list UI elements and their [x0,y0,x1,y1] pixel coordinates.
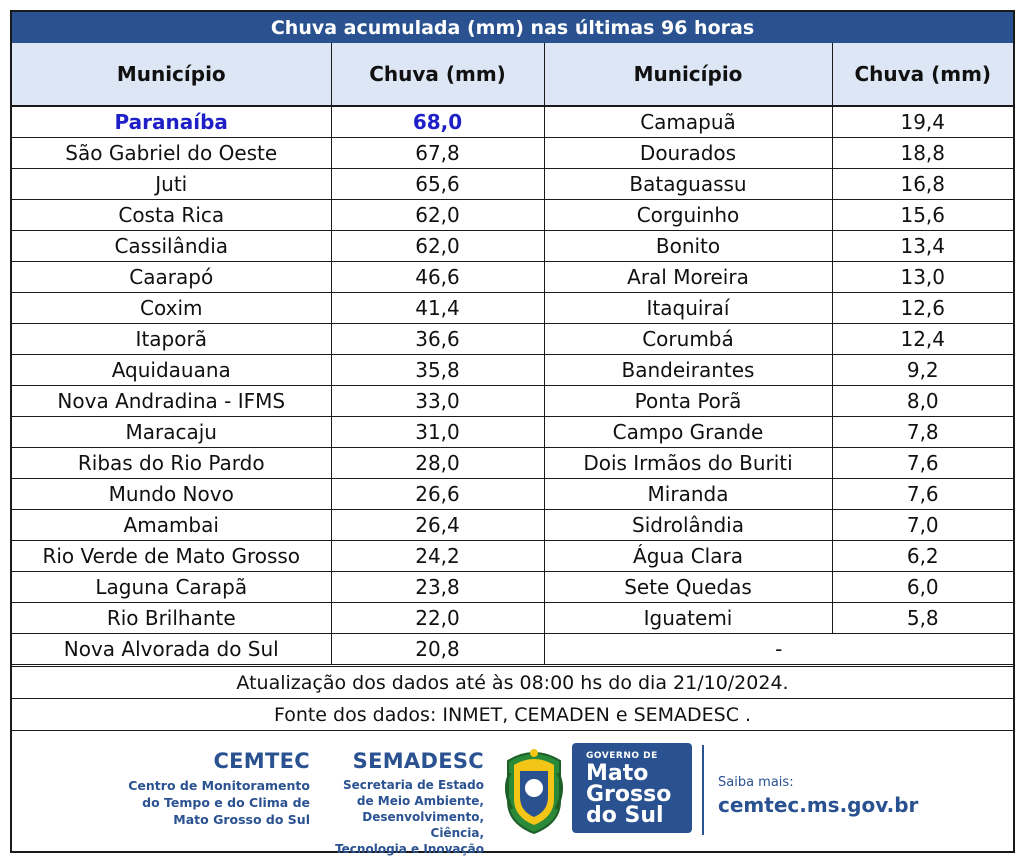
municipio-left-cell: Costa Rica [12,200,331,231]
chuva-right-cell: 12,6 [832,293,1013,324]
municipio-right-cell: Aral Moreira [544,262,832,293]
chuva-left-cell: 31,0 [331,417,544,448]
table-row [12,448,1013,479]
table-row [12,572,1013,603]
municipio-left-cell: São Gabriel do Oeste [12,138,331,169]
municipio-right-cell: Campo Grande [544,417,832,448]
table-row [12,355,1013,386]
municipio-right-cell: Ponta Porã [544,386,832,417]
chuva-left-cell: 68,0 [331,106,544,138]
chuva-left-cell: 46,6 [331,262,544,293]
chuva-left-cell: 24,2 [331,541,544,572]
chuva-right-cell: 9,2 [832,355,1013,386]
semadesc-full-name: Secretaria de Estado de Meio Ambiente, Desenvolvimento, Ciência, Tecnologia e Inovação [335,778,484,856]
municipio-right-cell: Camapuã [544,106,832,138]
table-row [12,479,1013,510]
chuva-left-cell: 22,0 [331,603,544,634]
header-chuva-2: Chuva (mm) [832,43,1013,106]
municipio-left-cell: Ribas do Rio Pardo [12,448,331,479]
chuva-left-cell: 20,8 [331,634,544,665]
chuva-right-cell: 7,6 [832,479,1013,510]
update-note: Atualização dos dados até às 08:00 hs do dia 21/10/2024. [12,666,1013,698]
municipio-right-cell: Corumbá [544,324,832,355]
table-row [12,541,1013,572]
logo-divider [702,745,704,835]
table-row [12,417,1013,448]
chuva-right-cell: 19,4 [832,106,1013,138]
municipio-right-cell: Dourados [544,138,832,169]
chuva-left-cell: 62,0 [331,200,544,231]
header-municipio-2: Município [544,43,832,106]
municipio-left-cell: Aquidauana [12,355,331,386]
municipio-right-cell: Bataguassu [544,169,832,200]
municipio-left-cell: Rio Verde de Mato Grosso [12,541,331,572]
table-row [12,200,1013,231]
header-row [12,43,1013,106]
chuva-right-cell: 5,8 [832,603,1013,634]
table-row [12,169,1013,200]
municipio-right-cell: Dois Irmãos do Buriti [544,448,832,479]
source-note: Fonte dos dados: INMET, CEMADEN e SEMADESC . [12,698,1013,730]
table-row [12,138,1013,169]
chuva-right-cell: 7,6 [832,448,1013,479]
municipio-left-cell: Itaporã [12,324,331,355]
table-row [12,231,1013,262]
chuva-left-cell: 62,0 [331,231,544,262]
chuva-left-cell: 28,0 [331,448,544,479]
header-municipio-1: Município [12,43,331,106]
table-row [12,510,1013,541]
chuva-right-cell: 12,4 [832,324,1013,355]
chuva-left-cell: 33,0 [331,386,544,417]
table-row [12,386,1013,417]
table-row [12,603,1013,634]
empty-right-cell: - [544,634,1013,665]
header-chuva-1: Chuva (mm) [331,43,544,106]
chuva-right-cell: 6,2 [832,541,1013,572]
chuva-right-cell: 15,6 [832,200,1013,231]
chuva-right-cell: 16,8 [832,169,1013,200]
chuva-right-cell: 7,8 [832,417,1013,448]
chuva-left-cell: 41,4 [331,293,544,324]
municipio-right-cell: Itaquiraí [544,293,832,324]
cemtec-abbr: CEMTEC [213,749,310,773]
chuva-left-cell: 35,8 [331,355,544,386]
municipio-right-cell: Iguatemi [544,603,832,634]
table-row [12,634,1013,665]
municipio-left-cell: Amambai [12,510,331,541]
municipio-left-cell: Cassilândia [12,231,331,262]
chuva-left-cell: 67,8 [331,138,544,169]
saiba-mais-label: Saiba mais: [718,775,794,790]
semadesc-logo [312,749,484,857]
rain-table-frame [10,10,1015,856]
chuva-right-cell: 13,0 [832,262,1013,293]
table-body [12,106,1013,665]
logo-band [12,730,1013,856]
municipio-right-cell: Bandeirantes [544,355,832,386]
table-row [12,106,1013,138]
semadesc-abbr: SEMADESC [352,749,484,773]
municipio-left-cell: Paranaíba [12,106,331,138]
gov-small-text: GOVERNO DE [586,751,658,761]
municipio-left-cell: Rio Brilhante [12,603,331,634]
cemtec-site-link[interactable]: cemtec.ms.gov.br [718,793,919,817]
gov-big-text: Mato Grosso do Sul [586,761,672,828]
municipio-left-cell: Mundo Novo [12,479,331,510]
municipio-left-cell: Nova Alvorada do Sul [12,634,331,665]
municipio-right-cell: Água Clara [544,541,832,572]
cemtec-full-name: Centro de Monitoramento do Tempo e do Clima de Mato Grosso do Sul [128,778,310,827]
cemtec-logo [120,749,310,828]
municipio-left-cell: Laguna Carapã [12,572,331,603]
table-row [12,262,1013,293]
chuva-right-cell: 8,0 [832,386,1013,417]
chuva-left-cell: 26,4 [331,510,544,541]
municipio-right-cell: Bonito [544,231,832,262]
municipio-right-cell: Miranda [544,479,832,510]
municipio-left-cell: Maracaju [12,417,331,448]
chuva-left-cell: 26,6 [331,479,544,510]
rain-table [12,43,1013,665]
municipio-left-cell: Coxim [12,293,331,324]
table-row [12,293,1013,324]
chuva-left-cell: 36,6 [331,324,544,355]
municipio-left-cell: Juti [12,169,331,200]
municipio-left-cell: Caarapó [12,262,331,293]
chuva-left-cell: 23,8 [331,572,544,603]
chuva-right-cell: 13,4 [832,231,1013,262]
chuva-right-cell: 7,0 [832,510,1013,541]
municipio-right-cell: Sete Quedas [544,572,832,603]
municipio-right-cell: Corguinho [544,200,832,231]
municipio-right-cell: Sidrolândia [544,510,832,541]
chuva-right-cell: 6,0 [832,572,1013,603]
chuva-left-cell: 65,6 [331,169,544,200]
table-row [12,324,1013,355]
municipio-left-cell: Nova Andradina - IFMS [12,386,331,417]
state-crest-icon [500,743,568,835]
governo-ms-logo [572,743,692,833]
chuva-right-cell: 18,8 [832,138,1013,169]
table-title: Chuva acumulada (mm) nas últimas 96 horas [12,12,1013,43]
